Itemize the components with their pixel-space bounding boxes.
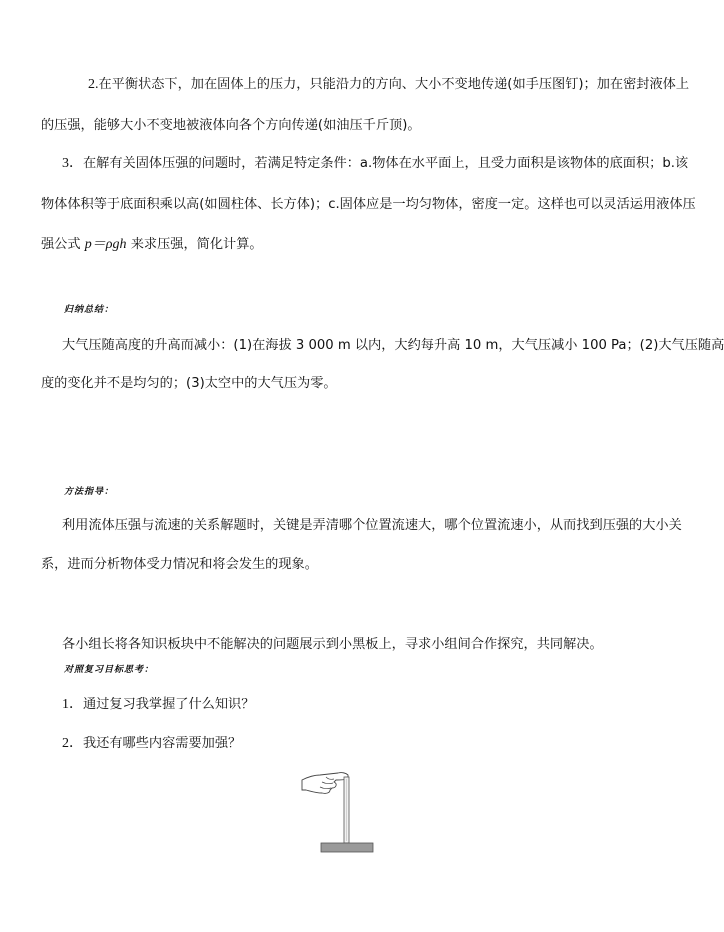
point-3-text-3a: 强公式 bbox=[41, 237, 81, 252]
point-3-line-2: 物体体积等于底面积乘以高(如圆柱体、长方体)；c.固体应是一均匀物体，密度一定。这样也可以灵活运用液体压 bbox=[41, 197, 696, 212]
question-2-text: 我还有哪些内容需要加强？ bbox=[83, 736, 242, 751]
point-3-text-3b: 来求压强，简化计算。 bbox=[130, 237, 263, 252]
point-2-number: 2. bbox=[88, 77, 99, 92]
point-2-text-1: 在平衡状态下，加在固体上的压力，只能沿力的方向、大小不变地传递(如手压图钉)；加在密封液体上 bbox=[98, 77, 690, 92]
method-line-2: 系，进而分析物体受力情况和将会发生的现象。 bbox=[41, 557, 318, 572]
method-heading: 方法指导： bbox=[64, 487, 115, 497]
point-3-number: 3． bbox=[62, 156, 83, 171]
pressure-formula: p＝ρgh bbox=[84, 237, 127, 252]
point-2-line-1 bbox=[88, 76, 690, 93]
tube-base bbox=[321, 843, 373, 852]
point-2-line-2: 的压强，能够大小不变地被液体向各个方向传递(如油压千斤顶)。 bbox=[41, 118, 421, 133]
point-3-line-3 bbox=[41, 236, 621, 253]
point-3-text-1: 在解有关固体压强的问题时，若满足特定条件：a.物体在水平面上，且受力面积是该物体的底面积；b.该 bbox=[83, 156, 689, 171]
question-1-number: 1． bbox=[62, 697, 83, 712]
point-3-line-1 bbox=[62, 155, 689, 172]
reflection-heading: 对照复习目标思考： bbox=[64, 665, 155, 675]
summary-heading: 归纳总结： bbox=[64, 305, 115, 315]
question-2-number: 2． bbox=[62, 736, 83, 751]
reflection-question-2 bbox=[62, 735, 642, 752]
question-1-text: 通过复习我掌握了什么知识？ bbox=[83, 697, 255, 712]
summary-line-1: 大气压随高度的升高而减小：(1)在海拔 3 000 m 以内，大约每升高 10 m，大气压减小 100 Pa；(2)大气压随高 bbox=[62, 338, 724, 353]
summary-line-2: 度的变化并不是均匀的；(3)太空中的大气压为零。 bbox=[41, 376, 337, 391]
group-instruction: 各小组长将各知识板块中不能解决的问题展示到小黑板上，寻求小组间合作探究，共同解决。 bbox=[62, 637, 603, 652]
hand-blowing-over-tube-icon bbox=[300, 763, 382, 856]
reflection-question-1 bbox=[62, 696, 642, 713]
method-line-1: 利用流体压强与流速的关系解题时，关键是弄清哪个位置流速大，哪个位置流速小，从而找到压强的大小关 bbox=[62, 518, 682, 533]
